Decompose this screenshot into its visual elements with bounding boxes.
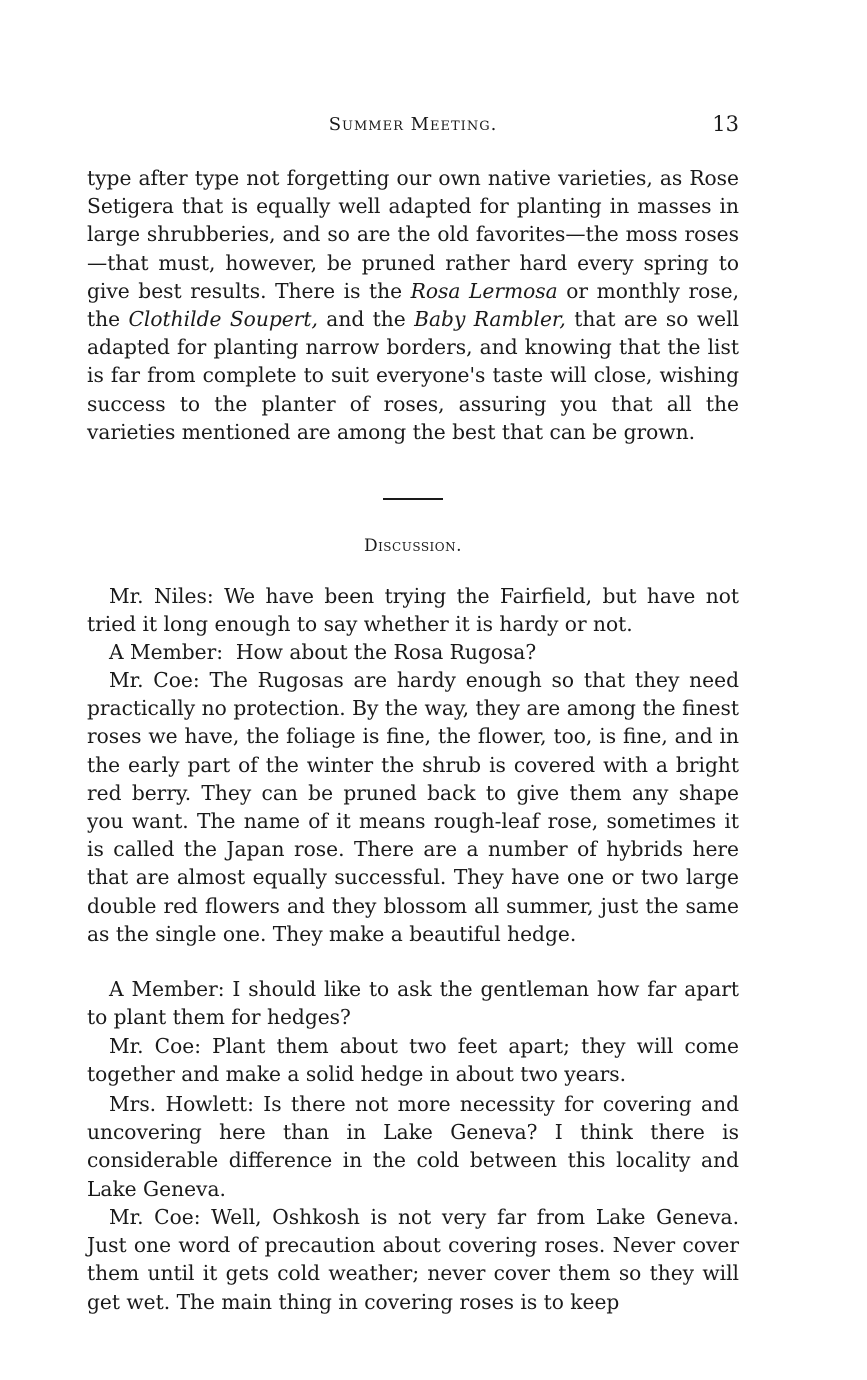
entry-text: Plant them about two feet apart; they will come together and make a solid hedge in about two years. — [87, 1034, 739, 1087]
running-head — [87, 112, 739, 142]
entry-text: I should like to ask the gentleman how far apart to plant them for hedges? — [87, 977, 739, 1030]
speaker-name: Mr. Coe: — [109, 1205, 201, 1229]
page-number: 13 — [712, 112, 739, 136]
discussion-entry — [87, 638, 739, 666]
discussion-entry — [87, 666, 739, 948]
speaker-name: Mrs. Howlett: — [109, 1092, 254, 1116]
rose-text-part3: and the — [317, 307, 415, 332]
clothilde-soupert-name: Clothilde Soupert, — [128, 307, 318, 332]
entry-text: We have been trying the Fairfield, but have not tried it long enough to say whether it is hardy or not. — [87, 584, 739, 637]
baby-rambler-name: Baby Rambler, — [414, 307, 566, 332]
discussion-entry — [87, 1203, 739, 1316]
rose-text-part2: or monthly rose, the — [87, 278, 739, 332]
speaker-name: Mr. Coe: — [109, 668, 200, 692]
section-divider — [383, 498, 443, 500]
book-page — [87, 0, 739, 1380]
rose-text-part1: type after type not forgetting our own native varieties, as Rose Setigera that is equally well adapted for planting in masses in large shrubberies, and so are the old favorites—the moss roses—that must, however, be pruned rather hard every spring to give best results. There is the — [87, 166, 739, 303]
rosa-lermosa-name: Rosa Lermosa — [410, 278, 558, 303]
entry-text: Well, Oshkosh is not very far from Lake Geneva. Just one word of precaution about covering roses. Never cover them until it gets cold weather; never cover them so they will get wet. The main thing in covering roses is to keep — [87, 1205, 739, 1314]
speaker-name: Mr. Coe: — [109, 1034, 201, 1058]
running-title: Summer Meeting. — [328, 114, 498, 135]
speaker-name: A Member: — [109, 977, 225, 1001]
discussion-entry — [87, 975, 739, 1031]
discussion-entry — [87, 582, 739, 638]
entry-text: Is there not more necessity for covering and uncovering here than in Lake Geneva? I think there is considerable difference in the cold between this locality and Lake Geneva. — [87, 1092, 739, 1201]
entry-text: The Rugosas are hardy enough so that they need practically no protection. By the way, they are among the finest roses we have, the foliage is fine, the flower, too, is fine, and in the early part of the winter the shrub is covered with a bright red berry. They can be pruned back to give them any shape you want. The name of it means rough-leaf rose, sometimes it is called the Japan rose. There are a number of hybrids here that are almost equally successful. They have one or two large double red flowers and they blossom all summer, just the same as the single one. They make a beautiful hedge. — [87, 668, 739, 946]
speaker-name: A Member: — [109, 640, 224, 664]
discussion-entry — [87, 1032, 739, 1088]
discussion-entry — [87, 1090, 739, 1203]
rose-list-paragraph — [87, 164, 739, 446]
speaker-name: Mr. Niles: — [109, 584, 214, 608]
discussion-heading: Discussion. — [363, 536, 463, 556]
entry-text: How about the Rosa Rugosa? — [223, 640, 537, 664]
rose-text-part4: that are so well adapted for planting narrow borders, and knowing that the list is far from complete to suit everyone's taste will close, wishing success to the planter of roses, assuring you that all the varieties mentioned are among the best that can be grown. — [87, 307, 740, 444]
